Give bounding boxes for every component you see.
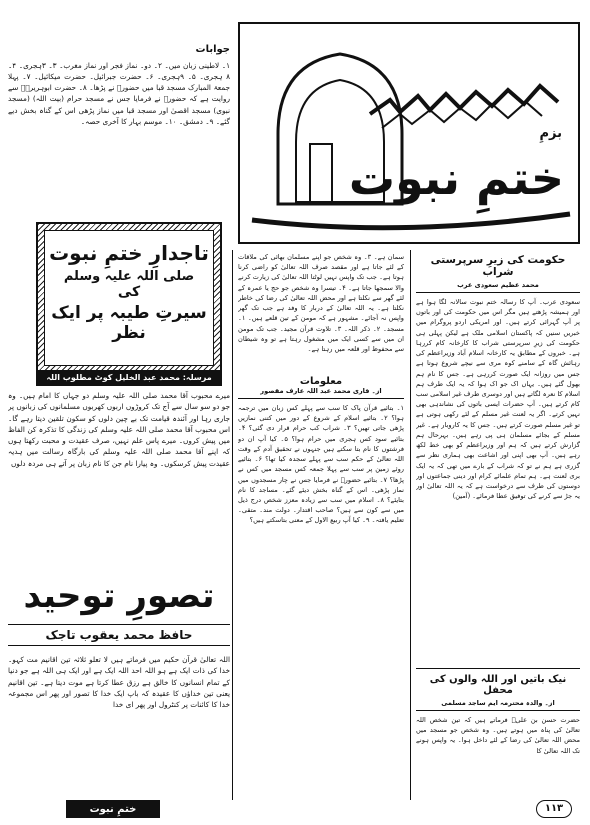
maloomat-questions: ۱۔ بتائیے قرآن پاک کا سب سے پہلے کس زبان میں ترجمہ ہوا؟ ۲۔ بتائیے اسلام کے شروع کے دور میں کتنی نمازیں پڑھی جاتی تھیں؟ ۳۔ شراب کب حرام قرار دی گئی؟ ۴۔ بتائیے سود کس ہجری میں حرام ہوا؟ ۵۔ کیا آپ ان دو فرشتوں کا نام بتا سکتے ہیں جنہوں نے تحقیق آدم کے وقت اللہ تعالیٰ کے حکم سب سے پہلے سجدہ کیا تھا؟ ۶۔ بتائیے روئے زمین پر سب سے پہلا جمعہ کس مسجد میں کس نے پڑھا؟ ۷۔ بتائیے حضورؐ نے فرمایا جس نے چار مسجدوں میں نماز پڑھی۔ اس کے گناہ بخش دیئے گئے۔ مساجد کا نام بتایئے؟ ۸۔ اسلام میں سب سے زیادہ معزز شخص درج ذیل میں سے کون سے ہیں؟ صاحب اقتدار۔ دولت مند۔ متقی۔ تعلیم یافتہ۔ ۹۔ کیا آپ ربیع الاول کے معنی بتاسکتے ہیں؟ — [238, 404, 404, 525]
tasawwur-author: حافظ محمد یعقوب تاجک — [8, 624, 230, 646]
seerat-salutation: صلی اللہ علیہ وسلم — [63, 269, 195, 284]
seerat-author-bar — [36, 370, 222, 386]
middle-intro — [238, 252, 404, 370]
masthead-frame — [238, 22, 580, 244]
seerat-title: تاجدارِ ختمِ نبوت — [49, 241, 209, 265]
hukumat-title: حکومت کی زیرِ سرپرستی شراب — [430, 254, 566, 278]
hukumat-body: سعودی عرب۔ آپ کا رسالہ ختم نبوت سالانہ لگا ہوا ہے اور ہمیشہ پڑھتے ہیں مگر اس میں حکومت کی اور باتوں پر آپ گہرائی کرتے ہیں۔ اور امریکی اردو پروگرام میں خبریں سنیں کہ پاکستان اسلامی ملک ہے لیکن پہلی ہی حکومت کی زیرِ سرپرستی شراب کا کارخانہ کام کررہا ہے۔ خبروں کے مطابق یہ کارخانہ اسلام آباد وزیراعظم کی رہائش گاہ کے سامنے کوہ مری سے نیچے شروع ہوتا ہے جس میں روزانہ ایک صورت کررہی ہے۔ جس کا نام ہم بھول گئے ہیں۔ یہاں اک جو اک ہوا کہ یہ ایک طرف ہم اسلام کا نعرہ لگاتے ہیں اور دوسری طرف غیر اسلامی سب کام کرتے ہیں۔ آپ حضرات ایسی باتوں کی نشاندہی بھی نہیں کرتے۔ اگر یہ لعنت غیر مسلم کے لئے رکھی ہوتی ہے تو غیر مسلم صورت کرتے ہیں۔ جس کا یہ کاروبار ہے۔ غیر مسلم کے بجائے مسلمان ہی پی رہے ہیں۔ بہرحال ہم گزارش کرتے ہیں کہ ہم اور وزیراعظم کو بھی خط لکھ رہے ہیں۔ آپ بھی اپنی اور اشاعت بھی ہماری نظر سے گزری ہے ہم نے تو کہ شراب کے بارے میں تھی کہ یہ ایک بری لعنت ہے۔ ہم تمام علمائے کرام اور دینی جماعتوں اور دوستوں کی طرف سے درخواست ہے کہ یہ اللہ تعالیٰ اور یہ جڑ سے کرنے کی توفیق عطا فرمائے۔ (آمین) — [416, 298, 580, 501]
dome-illustration — [240, 24, 580, 244]
hukumat-article — [416, 254, 580, 654]
maloomat-author: از۔ قاری محمد عبد اللہ عارف مقصور — [238, 387, 404, 399]
seerat-subtitle: سیرتِ طیبہ پر ایک نظر — [51, 303, 207, 343]
seerat-body-text: میرے محبوب آقا محمد صلی اللہ علیہ وسلم دو جہاں کا امام ہیں۔ وہ جو دو سو سال سے آج تک کروڑوں اربوں کھربوں مسلمانوں کی زبانوں پر جاری رہا اور آئندہ قیامت تک بے چین دلوں کو سکون تلقین دیتا رہے گا۔ اس محبوب آقا محمد صلی اللہ علیہ وسلم کی زندگی کا تذکرہ کن الفاظ میں پیش کروں۔ میرے پاس علم نہیں، صرف عقیدت و محبت رکھتا ہوں کہ اپنے آقا محمد صلی اللہ علیہ وسلم کی بارگاہ رسالت میں ہدیہ عقیدت پیش کرسکوں۔ وہ پیارا نام جن کا نام زبان پر آتے ہی مردہ دلوں — [8, 391, 230, 468]
answers-title: جوابات — [195, 44, 230, 55]
seerat-body — [8, 390, 230, 556]
answers-body: ۱۔ لاطینی زبان میں۔ ۲۔ دو۔ نماز فجر اور نماز مغرب۔ ۳۔ ۳ہجری۔ ۴۔ ۸ ہجری۔ ۵۔ ۹ہجری۔ ۶۔ حضرت جبرائیل۔ حضرت میکائیل۔ ۷۔ پہلا جمعۃ المبارک مسجد قبا میں حضورؐ نے پڑھا۔ ۸۔ حضرت ابوہریرہؓ سے روایت ہے کہ حضورؐ نے فرمایا جس نے مسجد حرام (بیت اللہ) (مسجد نبوی) مسجد اقصیٰ اور مسجد قبا میں نماز پڑھی اس کے گناہ بخش دیے گئے۔ ۹۔ دمشق۔ ۱۰۔ موسم بہار کا آخری حصہ۔ — [8, 60, 230, 126]
nek-baatein-body: حضرت حسن بن علیؓ فرماتے ہیں کہ تین شخص اللہ تعالیٰ کی پناہ میں ہوتے ہیں۔ وہ شخص جو مسجد میں محض اللہ تعالیٰ کی رضا کے لئے داخل ہوا۔ یہ واپس ہونے تک اللہ تعالیٰ کا — [416, 716, 580, 755]
tasawwur-section — [8, 570, 230, 798]
page-number — [536, 800, 572, 818]
tasawwur-body: اللہ تعالیٰ قرآن حکیم میں فرماتے ہیں لا تعلو ثلاثہ تین اقانیم مت کہو۔ خدا کی ذات ایک ہے ہو اللہ احد اللہ ایک ہے اور ایک ہی اللہ ہے جو دنیا کے تمام انسانوں کا خالق ہے رزق عطا کرتا ہے موت دیتا ہے۔ تین اقانیم یعنی تین خداؤں کا عقیدہ کہ باپ ایک خدا کا تصور اور پھر اس مجموعہ خدا کا کائنات پر کنٹرول اور پھر ای خدا — [8, 655, 230, 710]
column-rule-left — [232, 250, 233, 800]
tasawwur-title: تصورِ توحید — [23, 576, 215, 616]
nek-baatein-author: از۔ والدہ محترمہ ایم ساجد مسلمی — [416, 699, 580, 711]
middle-intro-text: سمان ہے۔ ۳۔ وہ شخص جو اپنے مسلمان بھائی کی ملاقات کے لئے جاتا ہے اور مقصد صرف اللہ تعالیٰ کو راضی کرنا ہوتا ہے۔ جب تک واپس نہیں لوٹتا اللہ تعالیٰ کی زیارت کرنے والا سمجھا جاتا ہے۔ ۴۔ تیسرا وہ شخص جو حج یا عمرہ کے لئے گھر سے نکلتا ہے اور محض اللہ تعالیٰ کی رضا کی خاطر نکلتا ہے۔ یہ اللہ تعالیٰ کے دربار کا وفد ہے جب تک گھر واپس نہ آجائے۔ مشہور ہے کہ مومن کے تین قلعے ہیں۔ ۱۔ مسجد۔ ۲۔ ذکر اللہ۔ ۳۔ تلاوت قرآن مجید۔ جب تک مومن ان میں سے کسی ایک میں مشغول رہتا ہے تو وہ شیطان سے محفوظ اور قلعہ میں رہتا ہے۔ — [238, 253, 404, 353]
maloomat-section — [238, 370, 404, 796]
seerat-ki: کی — [117, 284, 141, 300]
seerat-author: مرسلہ: محمد عبد الخلیل کوٹ مطلوب اللہ — [46, 373, 212, 382]
seerat-box — [36, 222, 222, 374]
footer-badge-text: ختمِ نبوت — [89, 804, 137, 815]
maloomat-title: معلومات — [299, 376, 343, 387]
masthead-title: ختمِ نبوت — [348, 151, 564, 205]
right-column-divider — [416, 668, 580, 669]
footer-badge — [66, 800, 160, 818]
nek-baatein-title: نیک باتیں اور اللہ والوں کی محفل — [429, 674, 567, 696]
masthead-prefix: بزمِ — [539, 126, 562, 141]
page-number-text: ۱۱۳ — [544, 803, 564, 814]
hukumat-author: محمد عظیم سعودی عرب — [416, 281, 580, 293]
column-rule-right — [410, 250, 411, 800]
nek-baatein-section — [416, 674, 580, 798]
answers-section — [8, 42, 230, 220]
